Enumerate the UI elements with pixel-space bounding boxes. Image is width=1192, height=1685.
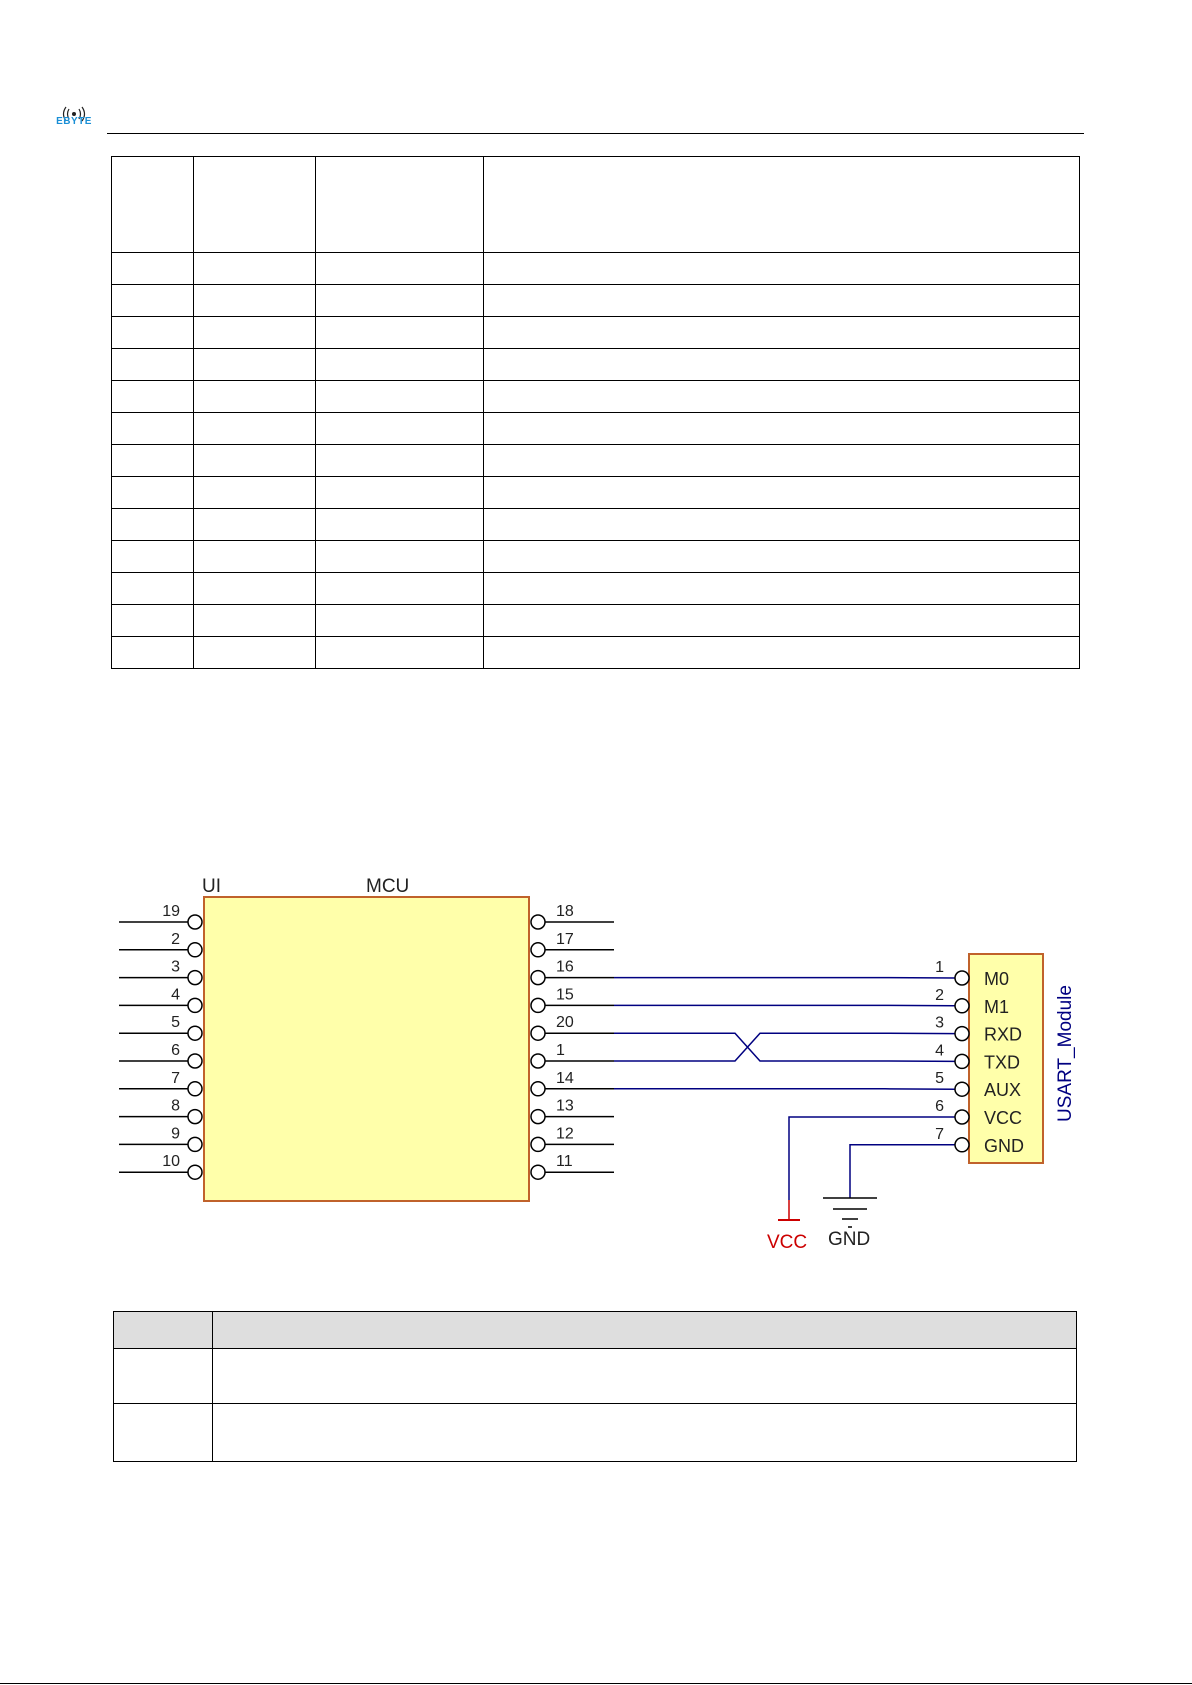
module-pin-terminal: [955, 1110, 969, 1124]
module-pin-number: 4: [935, 1042, 944, 1060]
module-pin-terminal: [955, 1082, 969, 1096]
mcu-pin-terminal: [188, 1026, 202, 1040]
brand-name: EBYTE: [56, 116, 92, 127]
module-pin-number: 6: [935, 1098, 944, 1115]
module-pin-name: M0: [984, 969, 1010, 989]
mcu-pin-terminal: [188, 943, 202, 957]
mcu-pin-terminal: [531, 998, 545, 1012]
table-row: [112, 541, 1080, 573]
ground-symbol: [823, 1198, 877, 1227]
mcu-pin-number: 17: [556, 930, 574, 948]
module-pin-terminal: [955, 1027, 969, 1041]
connection-notes-table: [113, 1311, 1077, 1462]
mcu-pin-number: 13: [556, 1097, 574, 1115]
table-row: [112, 285, 1080, 317]
usart-rx-wire: [614, 1033, 955, 1061]
mcu-pin-terminal: [531, 1137, 545, 1151]
module-pin-name: AUX: [984, 1080, 1022, 1101]
module-pin-name: M1: [984, 996, 1010, 1017]
table-row: [112, 253, 1080, 285]
mcu-body: [204, 897, 529, 1201]
table-row: [112, 413, 1080, 445]
mcu-pin-terminal: [188, 915, 202, 929]
mcu-pin-terminal: [531, 915, 545, 929]
mcu-pin-number: 6: [171, 1042, 180, 1059]
table-row: [114, 1404, 1077, 1462]
signal-wires: [614, 978, 955, 1200]
gnd-label: GND: [828, 1229, 871, 1250]
mcu-pin-terminal: [188, 998, 202, 1012]
mcu-pin-terminal: [531, 1110, 545, 1124]
table-row: [114, 1349, 1077, 1404]
usart-module-label: USART_Module: [1055, 985, 1076, 1122]
mcu-pin-terminal: [188, 1110, 202, 1124]
module-pin-terminal: [955, 1054, 969, 1068]
module-pin-terminal: [955, 971, 969, 985]
module-pin-name: VCC: [984, 1108, 1023, 1128]
mcu-pin-terminal: [531, 1026, 545, 1040]
mcu-pin-number: 19: [162, 903, 180, 920]
table-row: [112, 349, 1080, 381]
mcu-pin-number: 2: [171, 930, 180, 948]
mcu-pin-number: 9: [171, 1125, 180, 1143]
gnd-wire: [850, 1145, 955, 1198]
pin-definition-table: [111, 156, 1080, 669]
mcu-pin-terminal: [188, 1137, 202, 1151]
module-pin-number: 1: [935, 959, 944, 976]
module-pin-name: GND: [984, 1135, 1024, 1156]
mcu-pin-number: 11: [556, 1153, 573, 1171]
mcu-pin-terminal: [531, 943, 545, 957]
usart-tx-wire: [614, 1033, 955, 1061]
table-row: [112, 637, 1080, 669]
mcu-pin-number: 4: [171, 986, 180, 1004]
module-pin-number: 7: [935, 1125, 944, 1143]
mcu-pin-terminal: [531, 971, 545, 985]
mcu-pin-number: 15: [556, 986, 574, 1004]
mcu-pin-number: 7: [171, 1069, 180, 1087]
mcu-pin-number: 8: [171, 1097, 180, 1115]
mcu-pin-number: 18: [556, 903, 574, 920]
mcu-pin-number: 3: [171, 958, 180, 976]
mcu-pin-terminal: [188, 1165, 202, 1179]
module-pin-name: TXD: [984, 1052, 1020, 1073]
module-pin-terminal: [955, 999, 969, 1013]
vcc-wire: [789, 1117, 955, 1200]
mcu-pin-number: 16: [556, 958, 574, 976]
mcu-pin-terminal: [531, 1054, 545, 1068]
table-row: [112, 573, 1080, 605]
table-row: [112, 317, 1080, 349]
mcu-pin-number: 14: [556, 1069, 574, 1087]
mcu-pin-terminal: [188, 1082, 202, 1096]
module-pin-number: 5: [935, 1070, 944, 1088]
mcu-pin-terminal: [188, 1054, 202, 1068]
table-row: [112, 509, 1080, 541]
mcu-pin-terminal: [188, 971, 202, 985]
table-header-row: [114, 1312, 1077, 1349]
module-pin-terminal: [955, 1138, 969, 1152]
mcu-pin-terminal: [531, 1082, 545, 1096]
mcu-pin-terminal: [531, 1165, 545, 1179]
table-row: [112, 445, 1080, 477]
header-rule: [107, 133, 1084, 134]
mcu-pin-number: 12: [556, 1125, 574, 1143]
mcu-pin-number: 5: [171, 1014, 180, 1032]
mcu-ref-label: UI: [202, 876, 221, 897]
connection-schematic: [0, 860, 1192, 1260]
vcc-label: VCC: [767, 1232, 808, 1253]
module-pin-name: RXD: [984, 1024, 1023, 1045]
mcu-pin-number: 20: [556, 1014, 574, 1032]
mcu-label: MCU: [366, 876, 410, 897]
mcu-pin-number: 1: [556, 1042, 565, 1059]
mcu-pin-number: 10: [162, 1153, 180, 1171]
footer-rule: [0, 1683, 1192, 1684]
module-pin-number: 3: [935, 1014, 944, 1032]
module-pin-number: 2: [935, 986, 944, 1004]
table-header-row: [112, 157, 1080, 253]
table-row: [112, 477, 1080, 509]
table-row: [112, 381, 1080, 413]
table-row: [112, 605, 1080, 637]
